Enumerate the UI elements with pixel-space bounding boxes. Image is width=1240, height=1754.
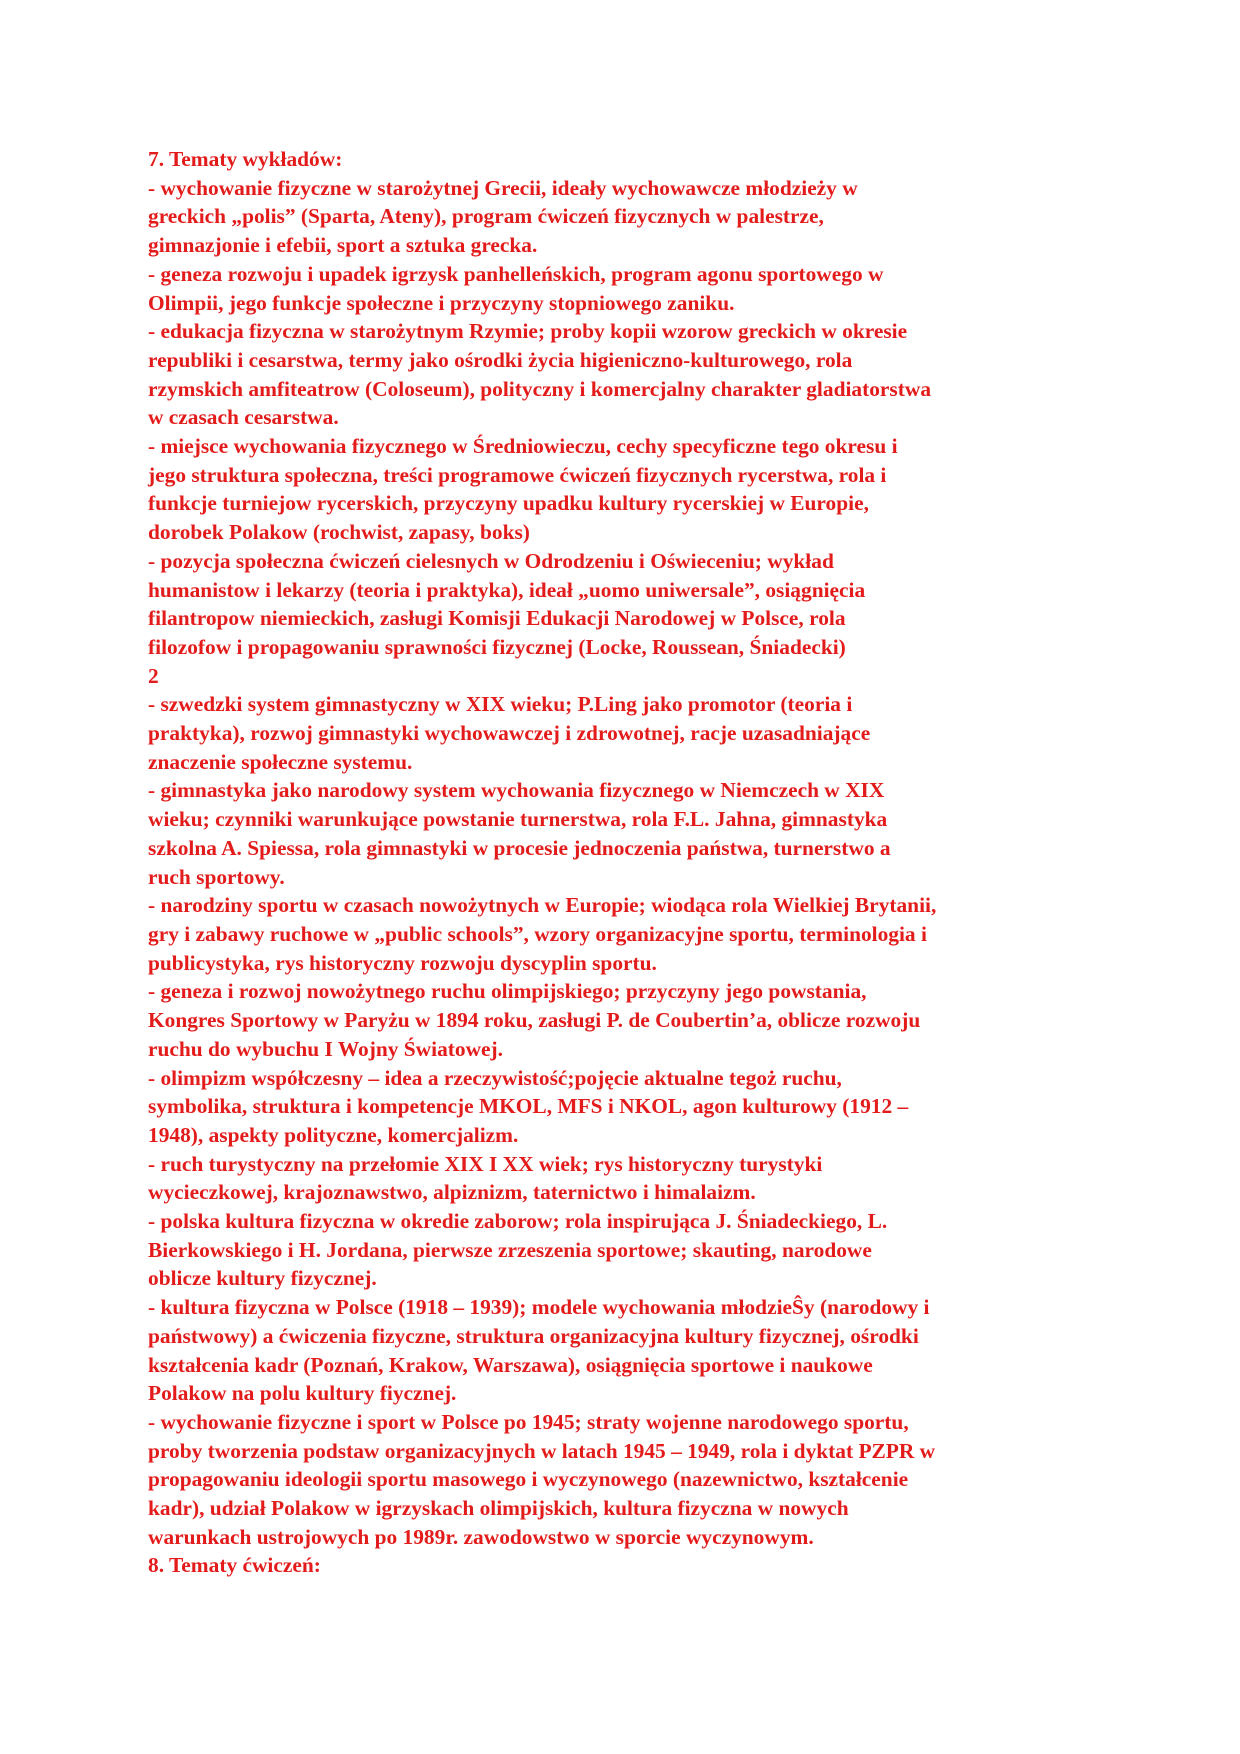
text-line: państwowy) a ćwiczenia fizyczne, struktura organizacyjna kultury fizycznej, ośrodki: [148, 1323, 919, 1348]
text-line: - edukacja fizyczna w starożytnym Rzymie; proby kopii wzorow greckich w okresie: [148, 319, 908, 344]
text-line: - szwedzki system gimnastyczny w XIX wieku; P.Ling jako promotor (teoria i: [148, 692, 853, 717]
text-line: ruch sportowy.: [148, 864, 285, 889]
text-line: warunkach ustrojowych po 1989r. zawodowstwo w sporcie wyczynowym.: [148, 1524, 814, 1549]
text-line: rzymskich amfiteatrow (Coloseum), polityczny i komercjalny charakter gladiatorstwa: [148, 376, 932, 401]
text-line: 1948), aspekty polityczne, komercjalizm.: [148, 1122, 519, 1147]
text-line: gry i zabawy ruchowe w „public schools”, wzory organizacyjne sportu, terminologia i: [148, 921, 927, 946]
text-line: - geneza rozwoju i upadek igrzysk panhelleńskich, program agonu sportowego w: [148, 261, 884, 286]
text-line: 8. Tematy ćwiczeń:: [148, 1553, 321, 1578]
text-line: praktyka), rozwoj gimnastyki wychowawczej i zdrowotnej, racje uzasadniające: [148, 721, 871, 746]
text-line: filantropow niemieckich, zasługi Komisji Edukacji Narodowej w Polsce, rola: [148, 606, 846, 631]
text-line: - kultura fizyczna w Polsce (1918 – 1939); modele wychowania młodzieŜy (narodowy i: [148, 1295, 930, 1320]
text-line: filozofow i propagowaniu sprawności fizycznej (Locke, Roussean, Śniadecki): [148, 634, 846, 659]
text-line: Kongres Sportowy w Paryżu w 1894 roku, zasługi P. de Coubertin’a, oblicze rozwoju: [148, 1008, 921, 1033]
text-line: - wychowanie fizyczne w starożytnej Grecii, ideały wychowawcze młodzieży w: [148, 175, 858, 200]
text-line: szkolna A. Spiessa, rola gimnastyki w procesie jednoczenia państwa, turnerstwo a: [148, 835, 891, 860]
text-line: propagowaniu ideologii sportu masowego i wyczynowego (nazewnictwo, kształcenie: [148, 1467, 909, 1492]
text-line: kształcenia kadr (Poznań, Krakow, Warszawa), osiągnięcia sportowe i naukowe: [148, 1352, 873, 1377]
text-line: dorobek Polakow (rochwist, zapasy, boks): [148, 520, 530, 545]
text-line: - pozycja społeczna ćwiczeń cielesnych w Odrodzeniu i Oświeceniu; wykład: [148, 548, 834, 573]
text-line: symbolika, struktura i kompetencje MKOL, MFS i NKOL, agon kulturowy (1912 –: [148, 1094, 909, 1119]
text-line: - narodziny sportu w czasach nowożytnych w Europie; wiodąca rola Wielkiej Brytanii,: [148, 893, 937, 918]
text-line: wieku; czynniki warunkujące powstanie turnerstwa, rola F.L. Jahna, gimnastyka: [148, 807, 888, 832]
text-line: republiki i cesarstwa, termy jako ośrodki życia higieniczno-kulturowego, rola: [148, 347, 853, 372]
text-line: - miejsce wychowania fizycznego w Średniowieczu, cechy specyficzne tego okresu i: [148, 434, 898, 459]
text-line: - polska kultura fizyczna w okredie zaborow; rola inspirująca J. Śniadeckiego, L.: [148, 1209, 888, 1234]
text-line: proby tworzenia podstaw organizacyjnych w latach 1945 – 1949, rola i dyktat PZPR w: [148, 1438, 936, 1463]
text-line: wycieczkowej, krajoznawstwo, alpiznizm, taternictwo i himalaizm.: [148, 1180, 756, 1205]
text-line: Bierkowskiego i H. Jordana, pierwsze zrzeszenia sportowe; skauting, narodowe: [148, 1237, 872, 1262]
text-line: gimnazjonie i efebii, sport a sztuka grecka.: [148, 233, 538, 258]
text-line: ruchu do wybuchu I Wojny Światowej.: [148, 1036, 504, 1061]
text-line: jego struktura społeczna, treści programowe ćwiczeń fizycznych rycerstwa, rola i: [148, 462, 887, 487]
text-line: humanistow i lekarzy (teoria i praktyka), ideał „uomo uniwersale”, osiągnięcia: [148, 577, 866, 602]
text-line: Olimpii, jego funkcje społeczne i przyczyny stopniowego zaniku.: [148, 290, 735, 315]
text-line: w czasach cesarstwa.: [148, 405, 339, 430]
text-line: 7. Tematy wykładów:: [148, 147, 343, 171]
text-line: funkcje turniejow rycerskich, przyczyny upadku kultury rycerskiej w Europie,: [148, 491, 869, 516]
text-line: oblicze kultury fizycznej.: [148, 1266, 377, 1291]
text-line: - gimnastyka jako narodowy system wychowania fizycznego w Niemczech w XIX: [148, 778, 885, 803]
text-line: - geneza i rozwoj nowożytnego ruchu olimpijskiego; przyczyny jego powstania,: [148, 979, 867, 1004]
text-line: Polakow na polu kultury fiycznej.: [148, 1381, 457, 1406]
text-line: - wychowanie fizyczne i sport w Polsce po 1945; straty wojenne narodowego sportu,: [148, 1409, 909, 1434]
text-line: - ruch turystyczny na przełomie XIX I XX wiek; rys historyczny turystyki: [148, 1151, 823, 1176]
document-page: [148, 145, 1088, 1580]
text-line: - olimpizm współczesny – idea a rzeczywistość;pojęcie aktualne tegoż ruchu,: [148, 1065, 842, 1090]
text-line: greckich „polis” (Sparta, Ateny), program ćwiczeń fizycznych w palestrze,: [148, 204, 824, 229]
text-line: znaczenie społeczne systemu.: [148, 749, 413, 774]
text-line: publicystyka, rys historyczny rozwoju dyscyplin sportu.: [148, 950, 657, 975]
text-line: 2: [148, 663, 159, 688]
text-line: kadr), udział Polakow w igrzyskach olimpijskich, kultura fizyczna w nowych: [148, 1496, 849, 1521]
